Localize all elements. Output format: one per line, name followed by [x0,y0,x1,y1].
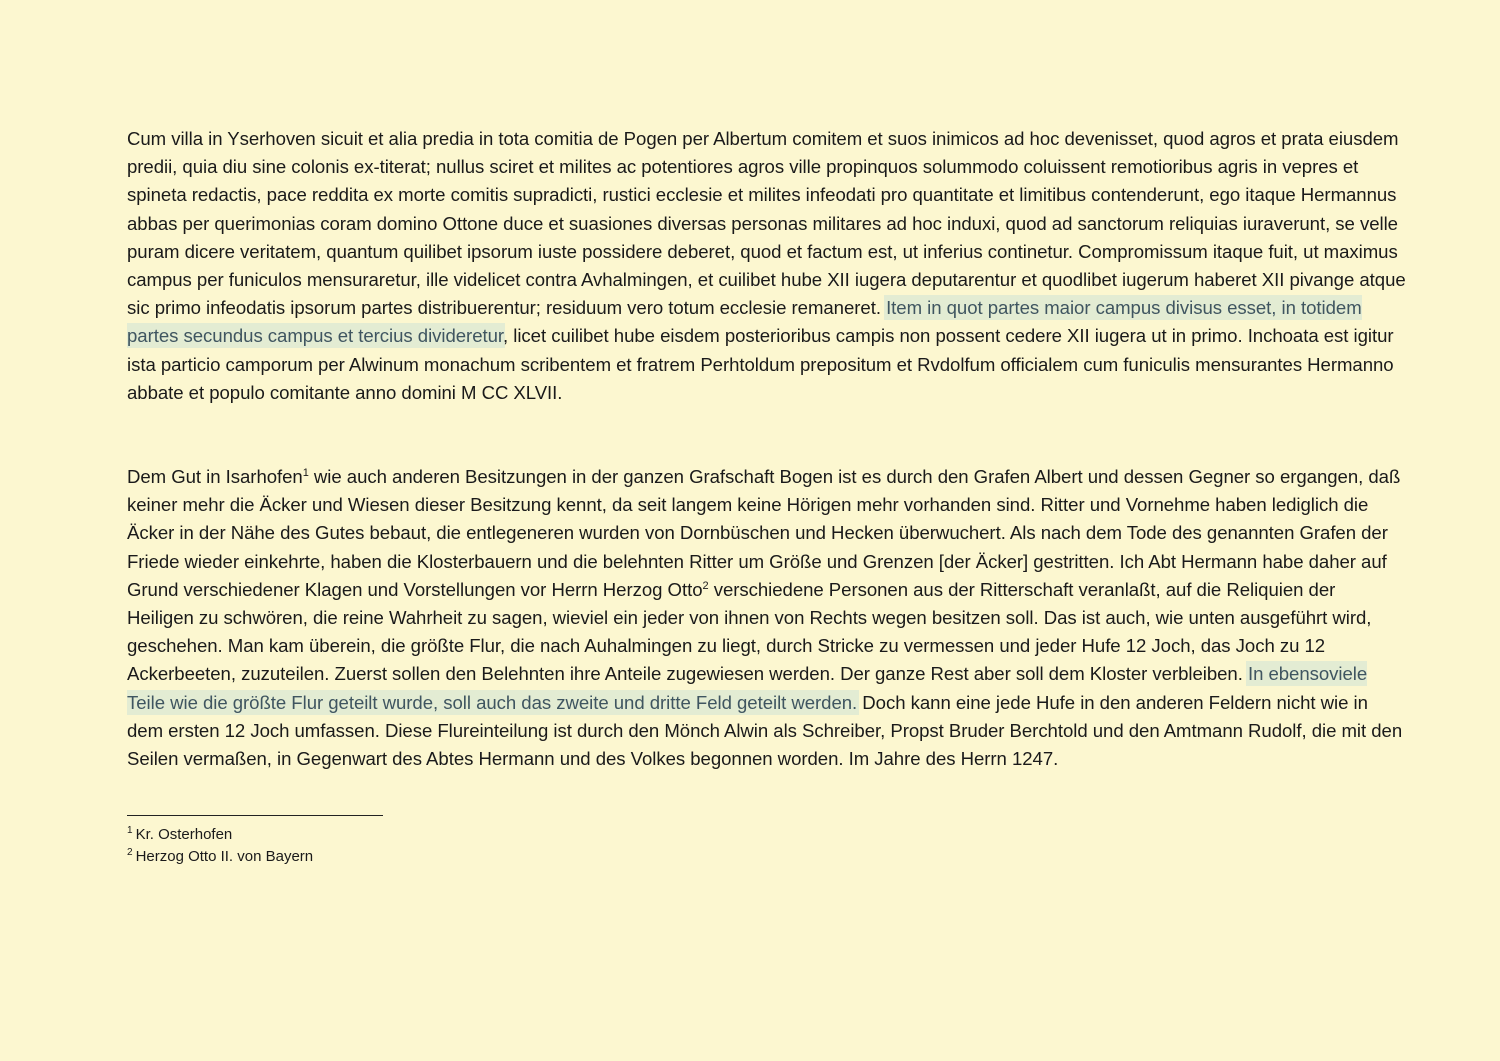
footnote-number-2: 2 [127,847,133,859]
footnote-ref-2[interactable]: 2 [702,579,709,592]
latin-highlight: Item in quot partes maior campus divisus esset, in totidem partes secundus campus et tercius divideretur [127,297,1362,347]
latin-paragraph [127,125,1407,407]
german-text-after: Doch kann eine jede Hufe in den anderen Feldern nicht wie in dem ersten 12 Joch umfassen. Diese Flureinteilung ist durch den Mönch Alwin als Schreiber, Propst Bruder Berchtold und den Amtmann Rudolf, die mit den Seilen vermaßen, in Gegenwart des Abtes Hermann und des Volkes begonnen worden. Im Jahre des Herrn 1247. [127,691,1403,770]
latin-text-after: , licet cuilibet hube eisdem posterioribus campis non possent cedere XII iugera ut in primo. Inchoata est igitur ista particio camporum per Alwinum monachum scribentem et fratrem Perhtoldum prepositum et Rvdolfum officialem cum funiculis mensurantes Hermanno abbate et populo comitante anno domini M CC XLVII. [127,325,1394,403]
footnote-ref-1[interactable]: 1 [302,467,309,480]
german-paragraph [127,463,1407,773]
footnote-2 [127,846,1407,868]
german-text-before-highlight: verschiedene Personen aus der Ritterschaft veranlaßt, auf die Reliquien der Heiligen zu schwören, die reine Wahrheit zu sagen, wieviel ein jeder von ihnen von Rechts wegen besitzen soll. Das ist auch, wie unten ausgeführt wird, geschehen. Man kam überein, die größte Flur, die nach Auhalmingen zu liegt, durch Stricke zu vermessen und jeder Hufe 12 Joch, das Joch zu 12 Ackerbeeten, zuzuteilen. Zuerst sollen den Belehnten ihre Anteile zugewiesen werden. Der ganze Rest aber soll dem Kloster verbleiben. [127,578,1372,685]
german-text-mid: wie auch anderen Besitzungen in der ganzen Grafschaft Bogen ist es durch den Grafen Albert und dessen Gegner so ergangen, daß keiner mehr die Äcker und Wiesen dieser Besitzung kennt, da seit langem keine Hörigen mehr vorhanden sind. Ritter und Vornehme haben lediglich die Äcker in der Nähe des Gutes bebaut, die entlegeneren wurden von Dornbüschen und Hecken überwuchert. Als nach dem Tode des genannten Grafen der Friede wieder einkehrte, haben die Klosterbauern und die belehnten Ritter um Größe und Grenzen [der Äcker] gestritten. Ich Abt Hermann habe daher auf Grund verschiedener Klagen und Vorstellungen vor Herrn Herzog Otto [127,466,1401,600]
latin-text-before: Cum villa in Yserhoven sicuit et alia predia in tota comitia de Pogen per Albertum comitem et suos inimicos ad hoc devenisset, quod agros et prata eiusdem predii, quia diu sine colonis ex-titerat; nullus sciret et milites ac potentiores agros ville propinquos solummodo coluissent remotioribus agris in vepres et spineta redactis, pace reddita ex morte comitis supradicti, rustici ecclesie et milites infeodati pro quantitate et limitibus contenderunt, ego itaque Hermannus abbas per querimonias coram domino Ottone duce et suasiones diversas personas militares ad hoc induxi, quod ad sanctorum reliquias iuraverunt, se velle puram dicere veritatem, quantum quilibet ipsorum iuste possidere deberet, quod et factum est, ut inferius continetur. Compromissum itaque fuit, ut maximus campus per funiculos mensuraretur, ille videlicet contra Avhalmingen, et cuilibet hube XII iugera deputarentur et quodlibet iugerum haberet XII pivange atque sic primo infeodatis ipsorum partes distribuerentur; residuum vero totum ecclesie remaneret. [127,128,1406,319]
document-page [127,125,1407,868]
footnote-number-1: 1 [127,825,133,837]
footnote-text-1: Kr. Osterhofen [135,826,233,844]
footnote-separator [127,815,383,816]
footnote-text-2: Herzog Otto II. von Bayern [135,848,314,866]
german-text-start: Dem Gut in Isarhofen [127,466,303,488]
german-highlight: In ebensoviele Teile wie die größte Flur geteilt wurde, soll auch das zweite und dritte Feld geteilt werden. [127,663,1368,713]
footnote-1 [127,824,1407,846]
